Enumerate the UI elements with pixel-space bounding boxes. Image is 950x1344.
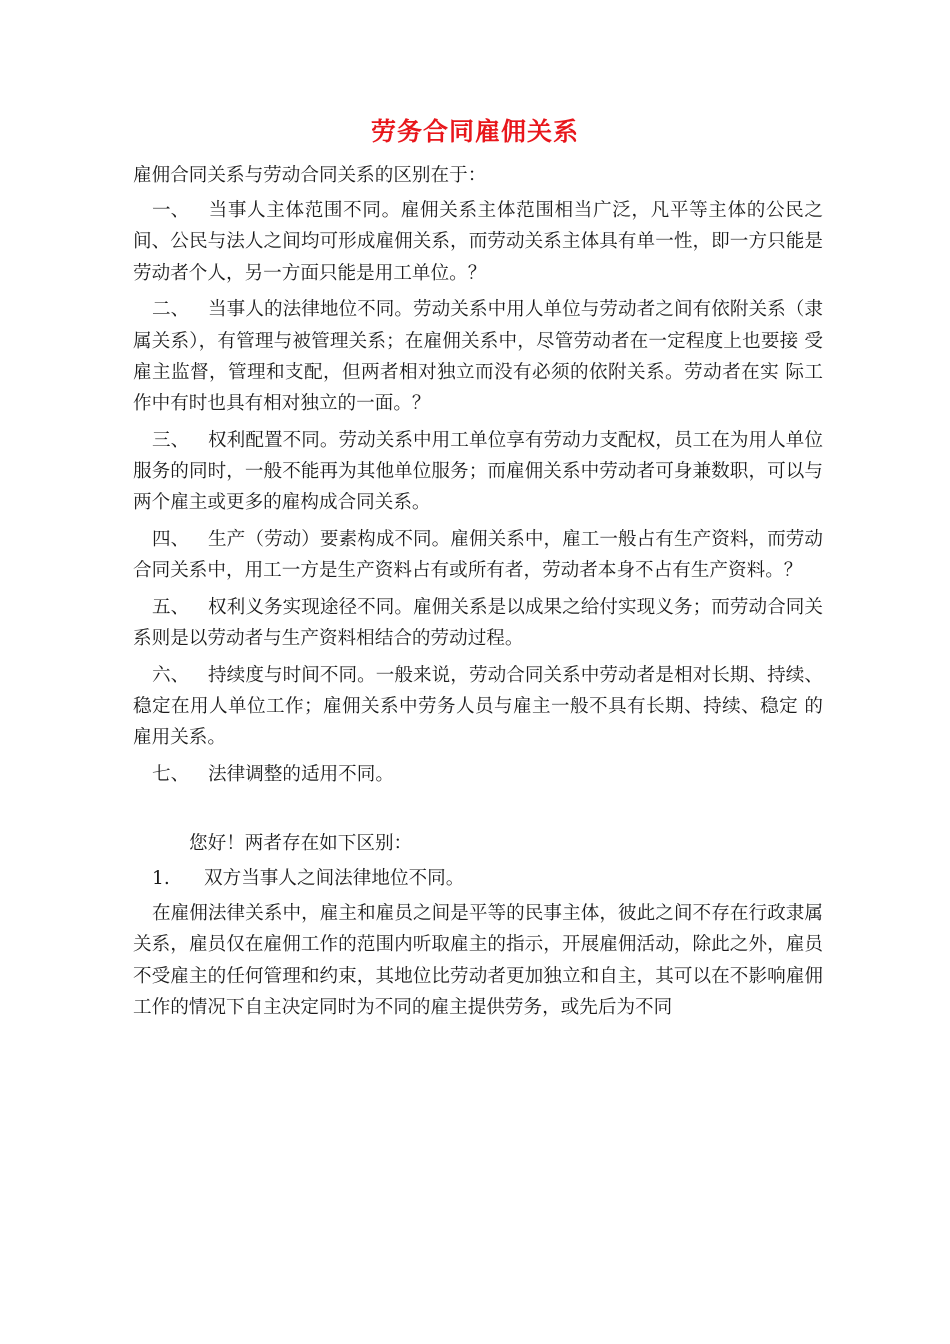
list-item [133,524,823,586]
item-number: 六、 [152,664,190,686]
item-text: 生产（劳动）要素构成不同。雇佣关系中，雇工一般占有生产资料，而劳动合同关系中，用工一方是生产资料占有或所有者，劳动者本身不占有生产资料。？ [133,528,823,581]
item-number: 一、 [152,200,190,222]
intro-paragraph: 雇佣合同关系与劳动合同关系的区别在于： [133,165,487,186]
list-item [133,592,823,654]
list-item [133,195,823,289]
numbered-item [133,863,823,894]
item-number: 五、 [152,596,190,618]
item-text: 权利义务实现途径不同。雇佣关系是以成果之给付实现义务；而劳动合同关系则是以劳动者与生产资料相结合的劳动过程。 [133,596,823,649]
closing-paragraph: 在雇佣法律关系中，雇主和雇员之间是平等的民事主体，彼此之间不存在行政隶属关系，雇员仅在雇佣工作的范围内听取雇主的指示，开展雇佣活动，除此之外，雇员不受雇主的任何管理和约束，其地位比劳动者更加独立和自主，其可以在不影响雇佣工作的情况下自主决定同时为不同的雇主提供劳务，或先后为不同 [133,903,823,1018]
greeting-paragraph: 您好！两者存在如下区别： [189,832,413,854]
list-item [133,759,823,790]
list-item [133,660,823,754]
item-text: 持续度与时间不同。一般来说，劳动合同关系中劳动者是相对长期、持续、 稳定在用人单位工作；雇佣关系中劳务人员与雇主一般不具有长期、持续、稳定 的雇用关系。 [133,664,823,748]
item-number: 1. [152,868,170,890]
item-text: 权利配置不同。劳动关系中用工单位享有劳动力支配权，员工在为用人单位服务的同时，一般不能再为其他单位服务；而雇佣关系中劳动者可身兼数职，可以与两个雇主或更多的雇构成合同关系。 [133,429,823,514]
item-text: 当事人的法律地位不同。劳动关系中用人单位与劳动者之间有依附关系（隶 属关系），有管理与被管理关系；在雇佣关系中，尽管劳动者在一定程度上也要接 受雇主监督，管理和支配，但两者相对独立而没有必须的依附关系。劳动者在实 际工作中有时也具有相对独立的一面。？ [133,299,823,414]
item-text: 当事人主体范围不同。雇佣关系主体范围相当广泛，凡平等主体的公民之间、公民与法人之间均可形成雇佣关系，而劳动关系主体具有单一性，即一方只能是劳动者个人，另一方面只能是用工单位。？ [133,200,823,284]
document-body [133,160,823,1023]
item-text: 双方当事人之间法律地位不同。 [204,868,465,890]
item-number: 四、 [152,528,190,550]
item-number: 三、 [152,429,190,451]
item-number: 七、 [152,763,190,785]
document-title: 劳务合同雇佣关系 [370,117,579,146]
list-item [133,425,823,519]
item-number: 二、 [152,299,190,321]
item-text: 法律调整的适用不同。 [208,763,394,785]
list-item [133,294,823,419]
